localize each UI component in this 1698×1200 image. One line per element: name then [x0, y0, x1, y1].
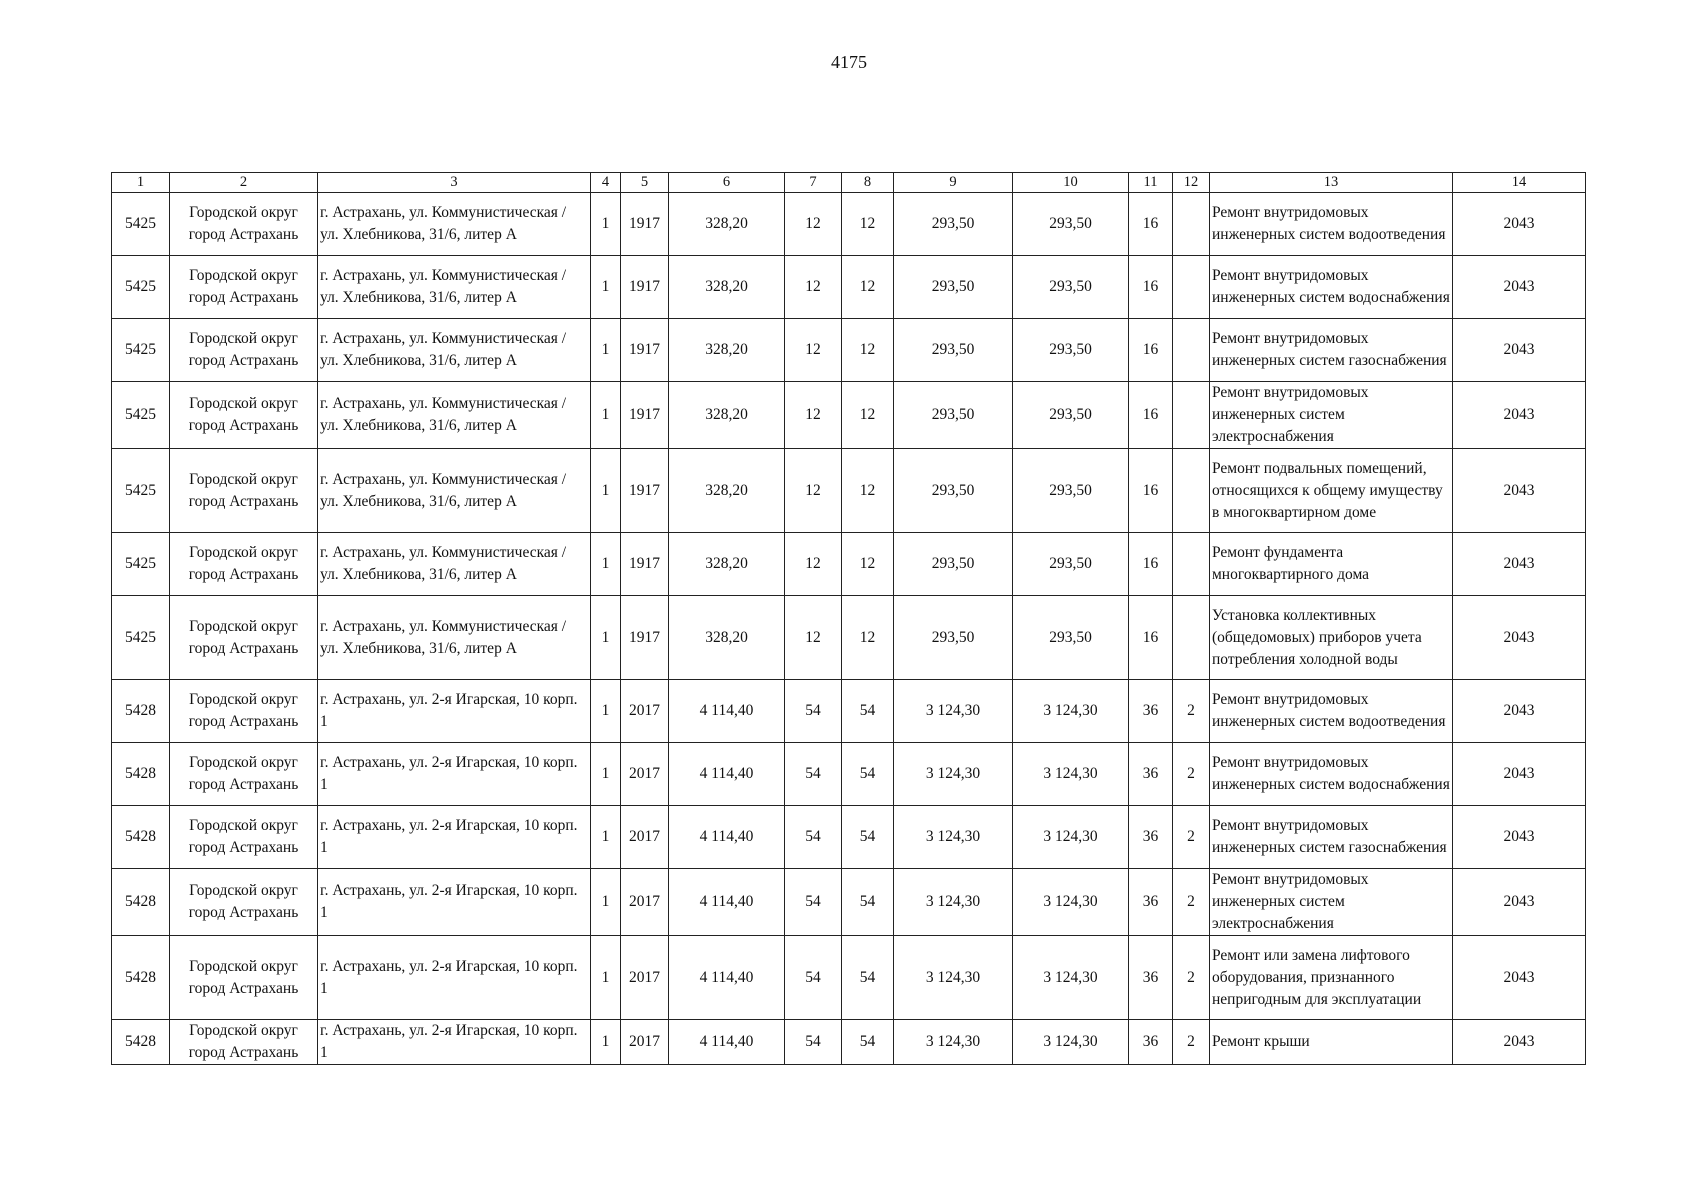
cell-col9: 3 124,30 [894, 936, 1013, 1020]
cell-col4: 1 [591, 382, 621, 449]
year-cell: 2017 [621, 680, 669, 743]
cell-col10: 3 124,30 [1013, 680, 1129, 743]
col-header: 6 [669, 173, 785, 193]
area-total-cell: 4 114,40 [669, 680, 785, 743]
period-cell: 2043 [1453, 319, 1586, 382]
period-cell: 2043 [1453, 869, 1586, 936]
area-total-cell: 328,20 [669, 319, 785, 382]
row-id-cell: 5428 [112, 1020, 170, 1065]
cell-col12 [1173, 256, 1210, 319]
period-cell: 2043 [1453, 1020, 1586, 1065]
cell-col11: 36 [1129, 680, 1173, 743]
table-row [112, 382, 1586, 449]
cell-col7: 12 [785, 382, 842, 449]
cell-col10: 3 124,30 [1013, 806, 1129, 869]
col-header: 14 [1453, 173, 1586, 193]
col-header: 1 [112, 173, 170, 193]
year-cell: 1917 [621, 193, 669, 256]
row-id-cell: 5425 [112, 382, 170, 449]
cell-col7: 12 [785, 449, 842, 533]
cell-col12: 2 [1173, 806, 1210, 869]
period-cell: 2043 [1453, 449, 1586, 533]
cell-col9: 293,50 [894, 596, 1013, 680]
address-cell: г. Астрахань, ул. 2-я Игарская, 10 корп. 1 [318, 806, 591, 869]
cell-col10: 293,50 [1013, 449, 1129, 533]
year-cell: 2017 [621, 743, 669, 806]
municipality-cell: Городской округ город Астрахань [170, 533, 318, 596]
cell-col9: 293,50 [894, 256, 1013, 319]
cell-col4: 1 [591, 936, 621, 1020]
cell-col4: 1 [591, 743, 621, 806]
cell-col8: 12 [842, 449, 894, 533]
capital-repair-table [111, 172, 1586, 1065]
table-row [112, 1020, 1586, 1065]
period-cell: 2043 [1453, 743, 1586, 806]
cell-col11: 16 [1129, 193, 1173, 256]
table-row [112, 533, 1586, 596]
cell-col7: 54 [785, 680, 842, 743]
cell-col11: 16 [1129, 533, 1173, 596]
cell-col9: 3 124,30 [894, 1020, 1013, 1065]
period-cell: 2043 [1453, 936, 1586, 1020]
cell-col10: 3 124,30 [1013, 869, 1129, 936]
row-id-cell: 5425 [112, 319, 170, 382]
cell-col7: 54 [785, 869, 842, 936]
address-cell: г. Астрахань, ул. 2-я Игарская, 10 корп. 1 [318, 680, 591, 743]
cell-col4: 1 [591, 193, 621, 256]
cell-col7: 54 [785, 1020, 842, 1065]
cell-col8: 12 [842, 382, 894, 449]
municipality-cell: Городской округ город Астрахань [170, 193, 318, 256]
cell-col7: 12 [785, 193, 842, 256]
cell-col10: 293,50 [1013, 193, 1129, 256]
cell-col10: 3 124,30 [1013, 1020, 1129, 1065]
cell-col7: 12 [785, 533, 842, 596]
page-number: 4175 [831, 52, 867, 72]
cell-col12: 2 [1173, 680, 1210, 743]
municipality-cell: Городской округ город Астрахань [170, 936, 318, 1020]
cell-col4: 1 [591, 533, 621, 596]
work-type-cell: Ремонт или замена лифтового оборудования, признанного непригодным для эксплуатации [1210, 936, 1453, 1020]
table-row [112, 743, 1586, 806]
address-cell: г. Астрахань, ул. Коммунистическая / ул. Хлебникова, 31/6, литер А [318, 382, 591, 449]
municipality-cell: Городской округ город Астрахань [170, 256, 318, 319]
cell-col8: 12 [842, 193, 894, 256]
work-type-cell: Ремонт внутридомовых инженерных систем электроснабжения [1210, 869, 1453, 936]
cell-col4: 1 [591, 680, 621, 743]
period-cell: 2043 [1453, 382, 1586, 449]
row-id-cell: 5425 [112, 596, 170, 680]
municipality-cell: Городской округ город Астрахань [170, 319, 318, 382]
cell-col7: 54 [785, 936, 842, 1020]
address-cell: г. Астрахань, ул. Коммунистическая / ул. Хлебникова, 31/6, литер А [318, 319, 591, 382]
cell-col11: 36 [1129, 743, 1173, 806]
cell-col10: 293,50 [1013, 533, 1129, 596]
cell-col9: 293,50 [894, 533, 1013, 596]
work-type-cell: Ремонт крыши [1210, 1020, 1453, 1065]
work-type-cell: Ремонт внутридомовых инженерных систем газоснабжения [1210, 319, 1453, 382]
cell-col10: 293,50 [1013, 256, 1129, 319]
year-cell: 1917 [621, 533, 669, 596]
cell-col12: 2 [1173, 1020, 1210, 1065]
municipality-cell: Городской округ город Астрахань [170, 1020, 318, 1065]
table-row [112, 680, 1586, 743]
cell-col4: 1 [591, 806, 621, 869]
cell-col4: 1 [591, 256, 621, 319]
address-cell: г. Астрахань, ул. 2-я Игарская, 10 корп. 1 [318, 743, 591, 806]
cell-col11: 36 [1129, 869, 1173, 936]
cell-col12 [1173, 319, 1210, 382]
cell-col9: 293,50 [894, 193, 1013, 256]
cell-col9: 3 124,30 [894, 743, 1013, 806]
cell-col7: 12 [785, 256, 842, 319]
cell-col8: 54 [842, 869, 894, 936]
col-header: 10 [1013, 173, 1129, 193]
cell-col9: 3 124,30 [894, 806, 1013, 869]
period-cell: 2043 [1453, 680, 1586, 743]
cell-col4: 1 [591, 869, 621, 936]
col-header: 9 [894, 173, 1013, 193]
municipality-cell: Городской округ город Астрахань [170, 869, 318, 936]
work-type-cell: Ремонт внутридомовых инженерных систем электроснабжения [1210, 382, 1453, 449]
year-cell: 1917 [621, 449, 669, 533]
cell-col10: 293,50 [1013, 319, 1129, 382]
period-cell: 2043 [1453, 533, 1586, 596]
area-total-cell: 328,20 [669, 382, 785, 449]
cell-col12 [1173, 596, 1210, 680]
cell-col7: 54 [785, 806, 842, 869]
cell-col8: 12 [842, 596, 894, 680]
table-row [112, 596, 1586, 680]
area-total-cell: 328,20 [669, 193, 785, 256]
work-type-cell: Ремонт внутридомовых инженерных систем водоснабжения [1210, 743, 1453, 806]
cell-col11: 36 [1129, 936, 1173, 1020]
col-header: 12 [1173, 173, 1210, 193]
cell-col9: 3 124,30 [894, 680, 1013, 743]
col-header: 3 [318, 173, 591, 193]
area-total-cell: 328,20 [669, 596, 785, 680]
cell-col8: 54 [842, 936, 894, 1020]
cell-col4: 1 [591, 449, 621, 533]
col-header: 11 [1129, 173, 1173, 193]
address-cell: г. Астрахань, ул. 2-я Игарская, 10 корп. 1 [318, 1020, 591, 1065]
area-total-cell: 328,20 [669, 533, 785, 596]
cell-col12: 2 [1173, 743, 1210, 806]
municipality-cell: Городской округ город Астрахань [170, 382, 318, 449]
area-total-cell: 4 114,40 [669, 1020, 785, 1065]
municipality-cell: Городской округ город Астрахань [170, 806, 318, 869]
cell-col8: 12 [842, 533, 894, 596]
area-total-cell: 4 114,40 [669, 806, 785, 869]
work-type-cell: Ремонт внутридомовых инженерных систем водоотведения [1210, 680, 1453, 743]
table-row [112, 936, 1586, 1020]
area-total-cell: 328,20 [669, 449, 785, 533]
municipality-cell: Городской округ город Астрахань [170, 680, 318, 743]
year-cell: 1917 [621, 256, 669, 319]
col-header: 8 [842, 173, 894, 193]
table-row [112, 449, 1586, 533]
cell-col12 [1173, 533, 1210, 596]
cell-col7: 12 [785, 596, 842, 680]
period-cell: 2043 [1453, 256, 1586, 319]
cell-col9: 293,50 [894, 382, 1013, 449]
cell-col4: 1 [591, 319, 621, 382]
cell-col11: 16 [1129, 382, 1173, 449]
cell-col10: 3 124,30 [1013, 743, 1129, 806]
cell-col11: 16 [1129, 596, 1173, 680]
year-cell: 2017 [621, 1020, 669, 1065]
municipality-cell: Городской округ город Астрахань [170, 449, 318, 533]
cell-col9: 3 124,30 [894, 869, 1013, 936]
cell-col7: 12 [785, 319, 842, 382]
address-cell: г. Астрахань, ул. 2-я Игарская, 10 корп. 1 [318, 936, 591, 1020]
period-cell: 2043 [1453, 596, 1586, 680]
cell-col12: 2 [1173, 869, 1210, 936]
cell-col11: 16 [1129, 319, 1173, 382]
cell-col4: 1 [591, 1020, 621, 1065]
cell-col8: 12 [842, 256, 894, 319]
cell-col10: 293,50 [1013, 596, 1129, 680]
col-header: 2 [170, 173, 318, 193]
address-cell: г. Астрахань, ул. 2-я Игарская, 10 корп. 1 [318, 869, 591, 936]
area-total-cell: 4 114,40 [669, 743, 785, 806]
cell-col8: 12 [842, 319, 894, 382]
cell-col8: 54 [842, 1020, 894, 1065]
cell-col8: 54 [842, 806, 894, 869]
area-total-cell: 4 114,40 [669, 869, 785, 936]
column-number-row [112, 173, 1586, 193]
year-cell: 2017 [621, 806, 669, 869]
row-id-cell: 5425 [112, 256, 170, 319]
table-row [112, 319, 1586, 382]
area-total-cell: 4 114,40 [669, 936, 785, 1020]
row-id-cell: 5428 [112, 806, 170, 869]
year-cell: 1917 [621, 596, 669, 680]
cell-col10: 293,50 [1013, 382, 1129, 449]
table-row [112, 869, 1586, 936]
work-type-cell: Ремонт внутридомовых инженерных систем газоснабжения [1210, 806, 1453, 869]
year-cell: 2017 [621, 869, 669, 936]
work-type-cell: Ремонт внутридомовых инженерных систем водоснабжения [1210, 256, 1453, 319]
address-cell: г. Астрахань, ул. Коммунистическая / ул. Хлебникова, 31/6, литер А [318, 449, 591, 533]
work-type-cell: Ремонт внутридомовых инженерных систем водоотведения [1210, 193, 1453, 256]
cell-col11: 16 [1129, 256, 1173, 319]
cell-col11: 36 [1129, 1020, 1173, 1065]
cell-col9: 293,50 [894, 319, 1013, 382]
col-header: 7 [785, 173, 842, 193]
area-total-cell: 328,20 [669, 256, 785, 319]
cell-col8: 54 [842, 743, 894, 806]
row-id-cell: 5425 [112, 193, 170, 256]
table-row [112, 806, 1586, 869]
cell-col12 [1173, 449, 1210, 533]
year-cell: 2017 [621, 936, 669, 1020]
col-header: 13 [1210, 173, 1453, 193]
cell-col4: 1 [591, 596, 621, 680]
cell-col11: 36 [1129, 806, 1173, 869]
cell-col10: 3 124,30 [1013, 936, 1129, 1020]
period-cell: 2043 [1453, 193, 1586, 256]
address-cell: г. Астрахань, ул. Коммунистическая / ул. Хлебникова, 31/6, литер А [318, 533, 591, 596]
cell-col12: 2 [1173, 936, 1210, 1020]
work-type-cell: Ремонт подвальных помещений, относящихся к общему имуществу в многоквартирном доме [1210, 449, 1453, 533]
cell-col12 [1173, 193, 1210, 256]
cell-col11: 16 [1129, 449, 1173, 533]
row-id-cell: 5428 [112, 936, 170, 1020]
cell-col7: 54 [785, 743, 842, 806]
period-cell: 2043 [1453, 806, 1586, 869]
cell-col12 [1173, 382, 1210, 449]
municipality-cell: Городской округ город Астрахань [170, 596, 318, 680]
work-type-cell: Ремонт фундамента многоквартирного дома [1210, 533, 1453, 596]
address-cell: г. Астрахань, ул. Коммунистическая / ул. Хлебникова, 31/6, литер А [318, 193, 591, 256]
year-cell: 1917 [621, 382, 669, 449]
row-id-cell: 5428 [112, 869, 170, 936]
address-cell: г. Астрахань, ул. Коммунистическая / ул. Хлебникова, 31/6, литер А [318, 596, 591, 680]
table-row [112, 193, 1586, 256]
row-id-cell: 5428 [112, 743, 170, 806]
row-id-cell: 5428 [112, 680, 170, 743]
row-id-cell: 5425 [112, 449, 170, 533]
municipality-cell: Городской округ город Астрахань [170, 743, 318, 806]
col-header: 4 [591, 173, 621, 193]
table-row [112, 256, 1586, 319]
year-cell: 1917 [621, 319, 669, 382]
cell-col9: 293,50 [894, 449, 1013, 533]
cell-col8: 54 [842, 680, 894, 743]
work-type-cell: Установка коллективных (общедомовых) приборов учета потребления холодной воды [1210, 596, 1453, 680]
col-header: 5 [621, 173, 669, 193]
address-cell: г. Астрахань, ул. Коммунистическая / ул. Хлебникова, 31/6, литер А [318, 256, 591, 319]
row-id-cell: 5425 [112, 533, 170, 596]
